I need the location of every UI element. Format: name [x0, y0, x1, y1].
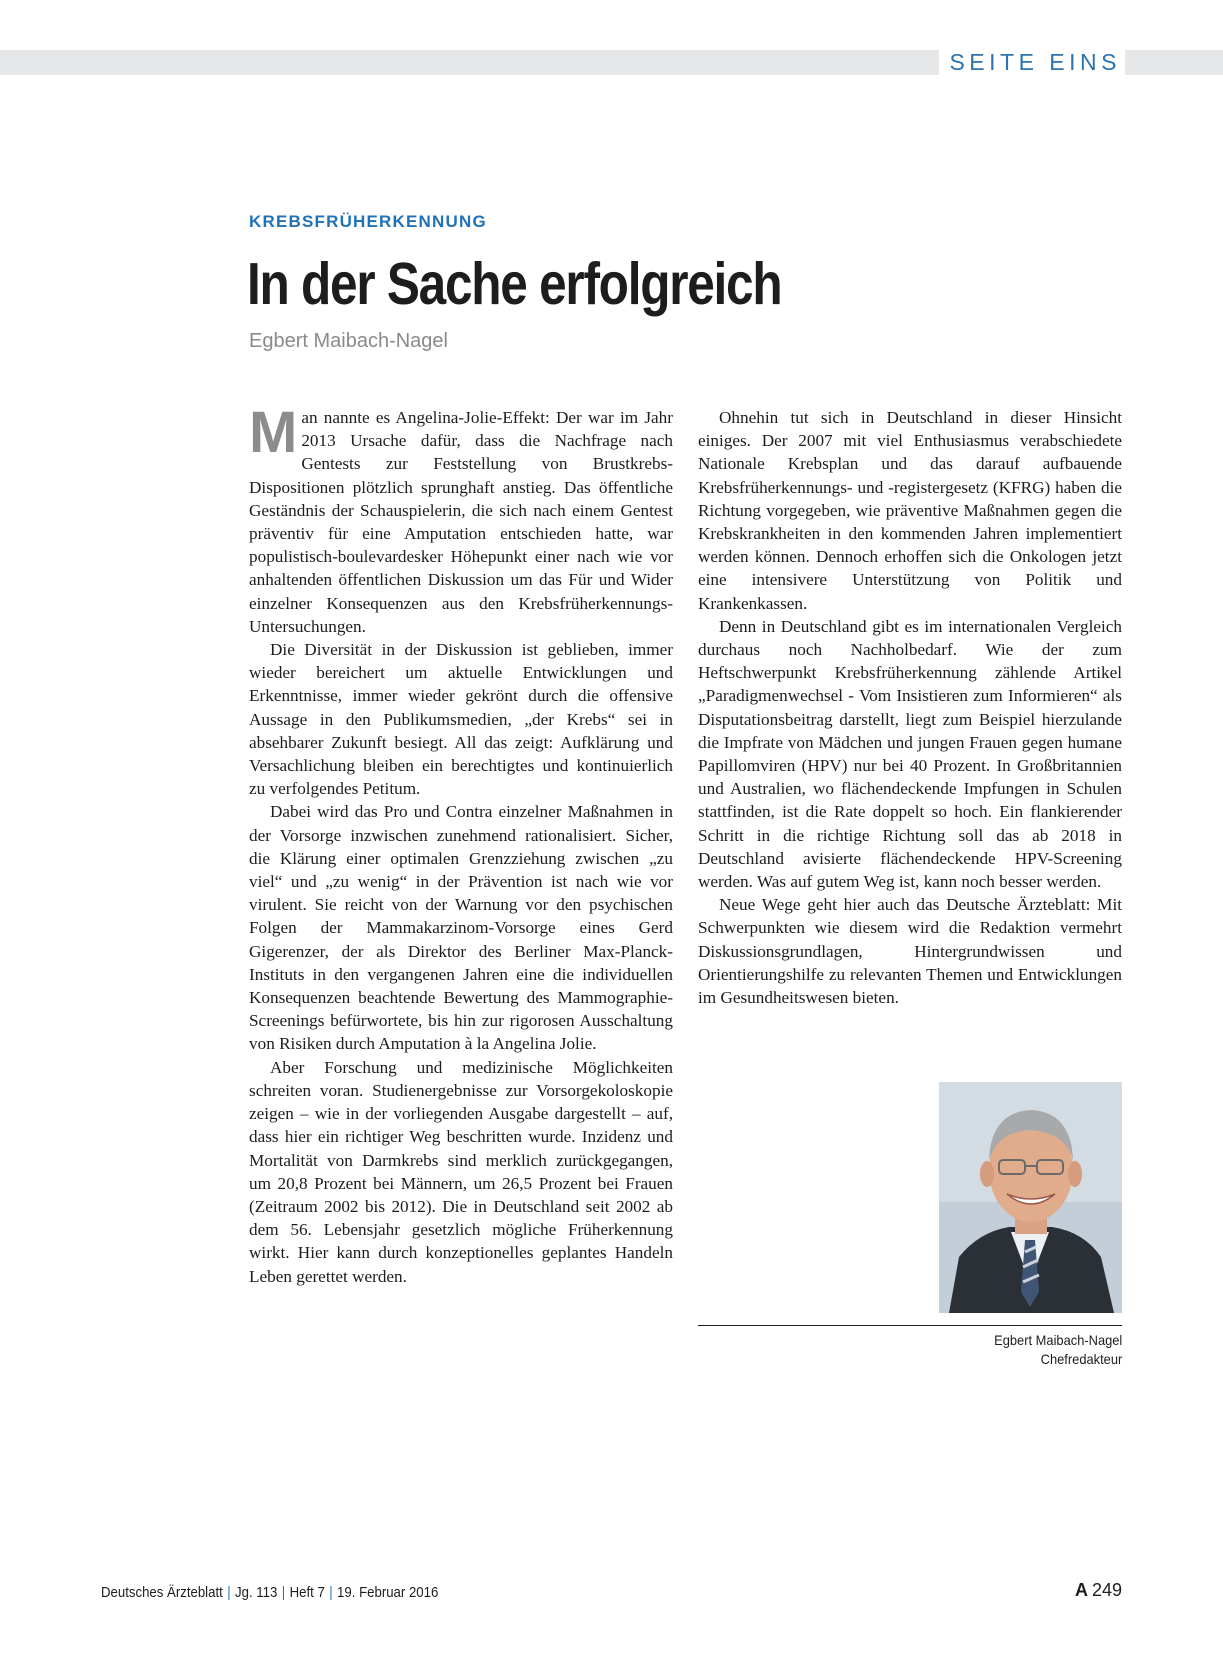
article-kicker: KREBSFRÜHERKENNUNG: [249, 212, 487, 231]
section-label: SEITE EINS: [939, 44, 1125, 80]
page-number: [1075, 1580, 1122, 1601]
drop-cap: M: [249, 400, 298, 465]
page-prefix: A: [1074, 1580, 1088, 1600]
article-paragraph: Denn in Deutschland gibt es im internationalen Vergleich durchaus noch Nachholbedarf. Wie der zum Heftschwerpunkt Krebsfrüherkennung zählende Artikel „Paradigmenwechsel - Vom Insistieren zum Informieren“ als Disputationsbeitrag darstellt, liegt zum Beispiel hierzulande die Impfrate von Mädchen und jungen Frauen gegen humane Papillomviren (HPV) nur bei 40 Prozent. In Großbritannien und Australien, wo flächendeckende Impfungen in Schulen stattfinden, ist die Rate doppelt so hoch. Ein flankierender Schritt in die richtige Richtung soll das ab 2018 in Deutschland avisierte flächendeckende HPV-Screening werden. Was auf gutem Weg ist, kann noch besser werden.: [698, 616, 1122, 892]
caption-rule: [698, 1325, 1122, 1326]
portrait-illustration: [939, 1082, 1122, 1313]
footer-issue: Heft 7: [289, 1584, 325, 1601]
footer-separator: |: [281, 1584, 286, 1601]
footer-date: 19. Februar 2016: [337, 1584, 439, 1601]
author-portrait: [939, 1082, 1122, 1313]
article-column-right: [698, 406, 1122, 1009]
caption-role: Chefredakteur: [1040, 1351, 1122, 1367]
article-paragraph: [249, 400, 673, 638]
page-number-value: 249: [1091, 1580, 1122, 1600]
footer-publication: Deutsches Ärzteblatt: [101, 1584, 223, 1601]
article-paragraph: Aber Forschung und medizinische Möglichkeiten schreiten voran. Studienergebnisse zur Vorsorgekoloskopie zeigen – wie in der vorliegenden Ausgabe dargestellt – auf, dass hier ein richtiger Weg beschritten wurde. Inzidenz und Mortalität von Darmkrebs sind merklich zurückgegangen, um 20,8 Prozent bei Männern, um 26,5 Prozent bei Frauen (Zeitraum 2002 bis 2012). Die in Deutschland seit 2002 ab dem 56. Lebensjahr gesetzlich mögliche Früherkennung wirkt. Hier kann durch konzeptionelles geplantes Handeln Leben gerettet werden.: [249, 1057, 673, 1286]
page-footer: [101, 1584, 438, 1601]
photo-caption: [994, 1331, 1122, 1369]
article-paragraph: Dabei wird das Pro und Contra einzelner Maßnahmen in der Vorsorge inzwischen zunehmend rationalisiert. Sicher, die Klärung einer optimalen Grenzziehung zwischen „zu viel“ und „zu wenig“ in der Prävention ist nach wie vor virulent. Sie reicht von der Warnung vor den psychischen Folgen der Mammakarzinom-Vorsorge eines Gerd Gigerenzer, der als Direktor des Berliner Max-Planck-Instituts in den vergangenen Jahren eine die individuellen Konsequenzen beachtende Bewertung des Mammographie-Screenings befürwortete, bis hin zur rigorosen Ausschaltung von Risiken durch Amputation à la Angelina Jolie.: [249, 802, 673, 1054]
caption-name: Egbert Maibach-Nagel: [993, 1332, 1122, 1348]
article-column-left: [249, 400, 673, 1288]
article-paragraph: Ohnehin tut sich in Deutschland in dieser Hinsicht einiges. Der 2007 mit viel Enthusiasmus verabschiedete Nationale Krebsplan und das darauf aufbauende Krebsfrüherkennungs- und -registergesetz (KFRG) haben die Richtung vorgegeben, wie präventive Maßnahmen gegen die Krebskrankheiten in den kommenden Jahren implementiert werden können. Dennoch erhoffen sich die Onkologen jetzt eine intensivere Unterstützung von Politik und Krankenkassen.: [698, 408, 1122, 613]
article-title: In der Sache erfolgreich: [247, 251, 782, 317]
article-paragraph: Neue Wege geht hier auch das Deutsche Ärzteblatt: Mit Schwerpunkten wie diesem wird die Redaktion vermehrt Diskussionsgrundlagen, Hintergrundwissen und Orientierungshilfe zu relevanten Themen und Entwicklungen im Gesundheitswesen bieten.: [698, 895, 1122, 1008]
footer-volume: Jg. 113: [235, 1584, 278, 1601]
article-paragraph: Die Diversität in der Diskussion ist geblieben, immer wieder bereichert um aktuelle Entwicklungen und Erkenntnisse, immer wieder gekrönt durch die offensive Aussage in den Publikumsmedien, „der Krebs“ sei in absehbarer Zukunft besiegt. All das zeigt: Aufklärung und Versachlichung bleiben ein berechtigtes und kontinuierlich zu verfolgendes Petitum.: [249, 640, 673, 799]
footer-separator: |: [329, 1584, 333, 1601]
article-author: Egbert Maibach-Nagel: [249, 330, 448, 352]
footer-separator: |: [227, 1584, 231, 1601]
paragraph-text: an nannte es Angelina-Jolie-Effekt: Der war im Jahr 2013 Ursache dafür, dass die Nachfrage nach Gentests zur Feststellung von Brustkrebs-Dispositionen plötzlich sprunghaft anstieg. Das öffentliche Geständnis der Schauspielerin, die sich nach einem Gentest präventiv für eine Amputation entschieden hatte, war populistisch-boulevardesker Höhepunkt einer nach wie vor anhaltenden öffentlichen Diskussion um das Für und Wider einzelner Konsequenzen aus den Krebsfrüherkennungs-Untersuchungen.: [249, 408, 673, 636]
